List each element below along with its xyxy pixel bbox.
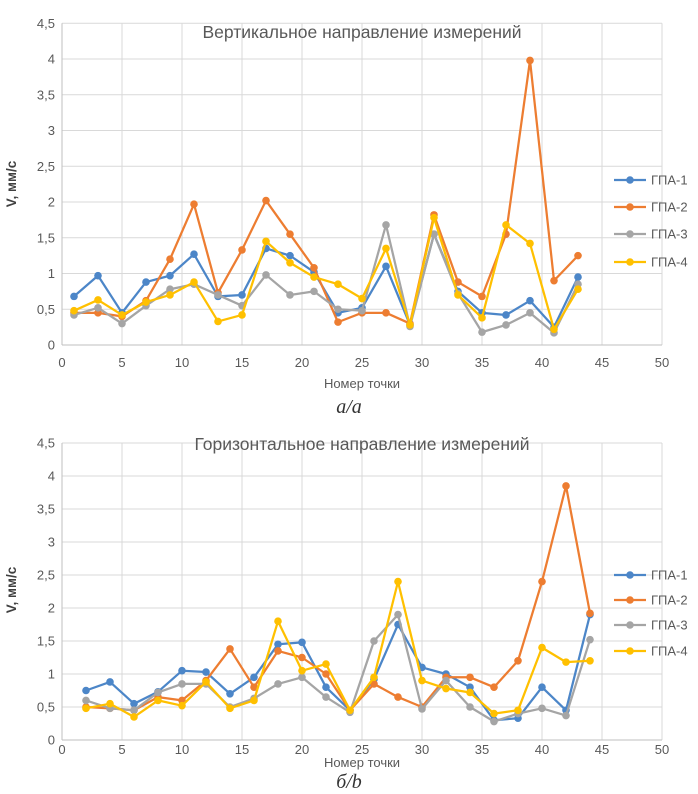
data-point-marker xyxy=(82,697,90,705)
data-point-marker xyxy=(526,240,534,248)
data-point-marker xyxy=(190,278,198,286)
caption-b: б/b xyxy=(336,771,362,793)
series-line xyxy=(74,60,578,323)
data-point-marker xyxy=(298,639,306,647)
chart-vertical-container xyxy=(0,0,698,396)
data-point-marker xyxy=(286,291,294,299)
data-point-marker xyxy=(358,307,366,315)
data-point-marker xyxy=(358,295,366,303)
data-point-marker xyxy=(490,683,498,691)
x-tick-label: 30 xyxy=(414,742,430,757)
data-point-marker xyxy=(550,277,558,285)
data-point-marker xyxy=(202,668,210,676)
y-tick-label: 3 xyxy=(47,123,55,138)
data-point-marker xyxy=(214,291,222,299)
x-tick-label: 40 xyxy=(534,355,550,370)
data-point-marker xyxy=(466,674,474,682)
x-tick-label: 5 xyxy=(118,742,126,757)
data-point-marker xyxy=(574,273,582,281)
legend-label: ГПА-4 xyxy=(651,254,688,270)
legend-marker xyxy=(626,571,634,579)
data-point-marker xyxy=(502,311,510,319)
data-point-marker xyxy=(226,705,234,713)
data-point-marker xyxy=(154,697,162,705)
data-point-marker xyxy=(262,238,270,246)
data-point-marker xyxy=(322,693,330,701)
y-tick-label: 4,5 xyxy=(36,435,55,451)
y-tick-label: 2,5 xyxy=(36,158,55,174)
data-point-marker xyxy=(262,271,270,279)
y-axis-title: V, мм/с xyxy=(4,566,19,614)
data-point-marker xyxy=(250,674,258,682)
data-point-marker xyxy=(238,311,246,319)
data-point-marker xyxy=(166,255,174,263)
data-point-marker xyxy=(202,678,210,686)
y-tick-label: 3,5 xyxy=(36,87,55,103)
legend-item-ГПА-2 xyxy=(614,593,688,608)
data-point-marker xyxy=(286,230,294,238)
x-tick-label: 30 xyxy=(414,355,430,370)
x-tick-label: 10 xyxy=(174,355,190,370)
data-point-marker xyxy=(334,305,342,313)
legend-label: ГПА-1 xyxy=(651,567,688,583)
data-point-marker xyxy=(82,705,90,713)
data-point-marker xyxy=(526,309,534,317)
data-point-marker xyxy=(538,644,546,652)
data-point-marker xyxy=(538,578,546,586)
data-point-marker xyxy=(334,318,342,326)
data-point-marker xyxy=(334,280,342,288)
data-point-marker xyxy=(178,680,186,688)
y-tick-label: 3 xyxy=(47,534,55,550)
data-point-marker xyxy=(130,713,138,721)
data-point-marker xyxy=(538,683,546,691)
data-point-marker xyxy=(274,641,282,649)
data-point-marker xyxy=(130,700,138,708)
legend-item-ГПА-1 xyxy=(614,173,688,188)
data-point-marker xyxy=(394,578,402,586)
data-point-marker xyxy=(106,700,114,708)
data-point-marker xyxy=(490,710,498,718)
data-point-marker xyxy=(118,311,126,319)
x-tick-label: 0 xyxy=(58,355,66,370)
data-point-marker xyxy=(226,690,234,698)
data-point-marker xyxy=(94,304,102,312)
data-point-marker xyxy=(70,293,78,301)
data-point-marker xyxy=(562,712,570,720)
caption-a: а/а xyxy=(336,396,362,418)
series-ГПА-2 xyxy=(82,482,594,714)
data-point-marker xyxy=(382,245,390,253)
x-axis-title: Номер точки xyxy=(323,376,401,391)
y-tick-label: 2,5 xyxy=(36,567,55,583)
data-point-marker xyxy=(394,611,402,619)
data-point-marker xyxy=(478,293,486,301)
data-point-marker xyxy=(322,683,330,691)
data-point-marker xyxy=(178,702,186,710)
legend-label: ГПА-2 xyxy=(651,592,688,608)
chart-vertical xyxy=(0,0,698,396)
data-point-marker xyxy=(370,637,378,645)
y-tick-label: 1,5 xyxy=(36,633,55,649)
data-point-marker xyxy=(586,657,594,665)
series-ГПА-2 xyxy=(70,57,582,328)
legend-label: ГПА-3 xyxy=(651,617,688,633)
x-tick-label: 25 xyxy=(354,355,370,370)
data-point-marker xyxy=(502,221,510,229)
data-point-marker xyxy=(178,667,186,675)
data-point-marker xyxy=(274,617,282,625)
data-point-marker xyxy=(166,291,174,299)
x-axis-title: Номер точки xyxy=(323,755,401,770)
chart-title: Горизонтальное направление измерений xyxy=(194,434,530,454)
data-point-marker xyxy=(382,263,390,271)
data-point-marker xyxy=(478,328,486,336)
y-tick-label: 0,5 xyxy=(36,699,55,715)
x-tick-label: 10 xyxy=(174,742,190,757)
data-point-marker xyxy=(394,693,402,701)
chart-title: Вертикальное направление измерений xyxy=(202,22,522,42)
chart-horizontal xyxy=(0,420,698,772)
y-tick-label: 1,5 xyxy=(36,230,55,246)
x-tick-label: 15 xyxy=(234,742,250,757)
x-tick-label: 50 xyxy=(654,742,670,757)
data-point-marker xyxy=(142,278,150,286)
legend-marker xyxy=(626,176,634,184)
y-tick-label: 2 xyxy=(47,194,55,210)
data-point-marker xyxy=(190,250,198,258)
data-point-marker xyxy=(454,291,462,299)
series-line xyxy=(86,486,590,710)
legend xyxy=(614,173,688,270)
data-point-marker xyxy=(118,320,126,328)
data-point-marker xyxy=(538,705,546,713)
data-point-marker xyxy=(286,259,294,267)
legend-marker xyxy=(626,230,634,238)
legend-item-ГПА-3 xyxy=(614,618,688,633)
data-point-marker xyxy=(310,264,318,272)
y-tick-label: 0 xyxy=(47,337,55,353)
data-point-marker xyxy=(574,252,582,260)
y-tick-label: 4,5 xyxy=(36,15,55,31)
data-point-marker xyxy=(490,718,498,726)
data-point-marker xyxy=(238,246,246,254)
x-tick-label: 0 xyxy=(58,742,66,757)
x-tick-label: 50 xyxy=(654,355,670,370)
x-tick-label: 35 xyxy=(474,355,490,370)
data-point-marker xyxy=(430,214,438,222)
y-tick-label: 3,5 xyxy=(36,501,55,517)
data-point-marker xyxy=(286,252,294,260)
y-tick-label: 4 xyxy=(47,468,55,484)
legend-marker xyxy=(626,258,634,266)
data-point-marker xyxy=(322,660,330,668)
data-point-marker xyxy=(382,221,390,229)
data-point-marker xyxy=(190,200,198,208)
legend-item-ГПА-1 xyxy=(614,568,688,583)
data-point-marker xyxy=(142,298,150,306)
data-point-marker xyxy=(274,647,282,655)
data-point-marker xyxy=(466,689,474,697)
data-point-marker xyxy=(154,689,162,697)
data-point-marker xyxy=(586,609,594,617)
data-point-marker xyxy=(298,654,306,662)
data-point-marker xyxy=(478,314,486,322)
legend xyxy=(614,568,688,659)
data-point-marker xyxy=(346,707,354,715)
series-line xyxy=(86,615,590,722)
data-point-marker xyxy=(94,272,102,280)
data-point-marker xyxy=(526,57,534,65)
data-point-marker xyxy=(418,705,426,713)
data-point-marker xyxy=(262,197,270,205)
data-point-marker xyxy=(526,297,534,305)
x-tick-label: 20 xyxy=(294,742,310,757)
x-tick-label: 25 xyxy=(354,742,370,757)
data-point-marker xyxy=(382,309,390,317)
legend-label: ГПА-4 xyxy=(651,643,688,659)
data-point-marker xyxy=(166,272,174,280)
legend-item-ГПА-4 xyxy=(614,644,688,659)
data-point-marker xyxy=(442,685,450,693)
data-point-marker xyxy=(442,677,450,685)
x-tick-label: 35 xyxy=(474,742,490,757)
x-tick-label: 45 xyxy=(594,742,610,757)
x-tick-label: 15 xyxy=(234,355,250,370)
legend-item-ГПА-4 xyxy=(614,255,688,270)
data-point-marker xyxy=(574,285,582,293)
data-point-marker xyxy=(106,678,114,686)
data-point-marker xyxy=(310,273,318,281)
data-point-marker xyxy=(502,321,510,329)
legend-marker xyxy=(626,621,634,629)
data-point-marker xyxy=(298,674,306,682)
data-point-marker xyxy=(70,307,78,315)
x-tick-label: 20 xyxy=(294,355,310,370)
data-point-marker xyxy=(550,325,558,333)
y-tick-label: 1 xyxy=(47,666,55,682)
data-point-marker xyxy=(94,296,102,304)
legend-marker xyxy=(626,596,634,604)
data-point-marker xyxy=(586,636,594,644)
x-tick-label: 40 xyxy=(534,742,550,757)
data-point-marker xyxy=(238,291,246,299)
y-tick-label: 2 xyxy=(47,600,55,616)
legend-marker xyxy=(626,647,634,655)
data-point-marker xyxy=(214,318,222,326)
data-point-marker xyxy=(310,288,318,296)
data-point-marker xyxy=(406,321,414,329)
y-tick-label: 0 xyxy=(47,732,55,748)
data-point-marker xyxy=(562,658,570,666)
data-point-marker xyxy=(466,703,474,711)
legend-item-ГПА-3 xyxy=(614,227,688,242)
data-point-marker xyxy=(298,667,306,675)
x-tick-label: 45 xyxy=(594,355,610,370)
data-point-marker xyxy=(370,674,378,682)
chart-horizontal-container xyxy=(0,420,698,772)
legend-label: ГПА-1 xyxy=(651,172,688,188)
y-axis-title: V, мм/с xyxy=(4,160,19,208)
data-point-marker xyxy=(418,677,426,685)
data-point-marker xyxy=(226,645,234,653)
data-point-marker xyxy=(130,707,138,715)
data-point-marker xyxy=(250,697,258,705)
data-point-marker xyxy=(82,687,90,695)
y-tick-label: 4 xyxy=(47,51,55,67)
data-point-marker xyxy=(562,482,570,490)
data-point-marker xyxy=(514,707,522,715)
legend-label: ГПА-3 xyxy=(651,226,688,242)
legend-label: ГПА-2 xyxy=(651,199,688,215)
y-tick-label: 1 xyxy=(47,266,55,281)
legend-marker xyxy=(626,203,634,211)
data-point-marker xyxy=(514,657,522,665)
y-tick-label: 0,5 xyxy=(36,301,55,317)
x-tick-label: 5 xyxy=(118,355,126,370)
data-point-marker xyxy=(274,680,282,688)
